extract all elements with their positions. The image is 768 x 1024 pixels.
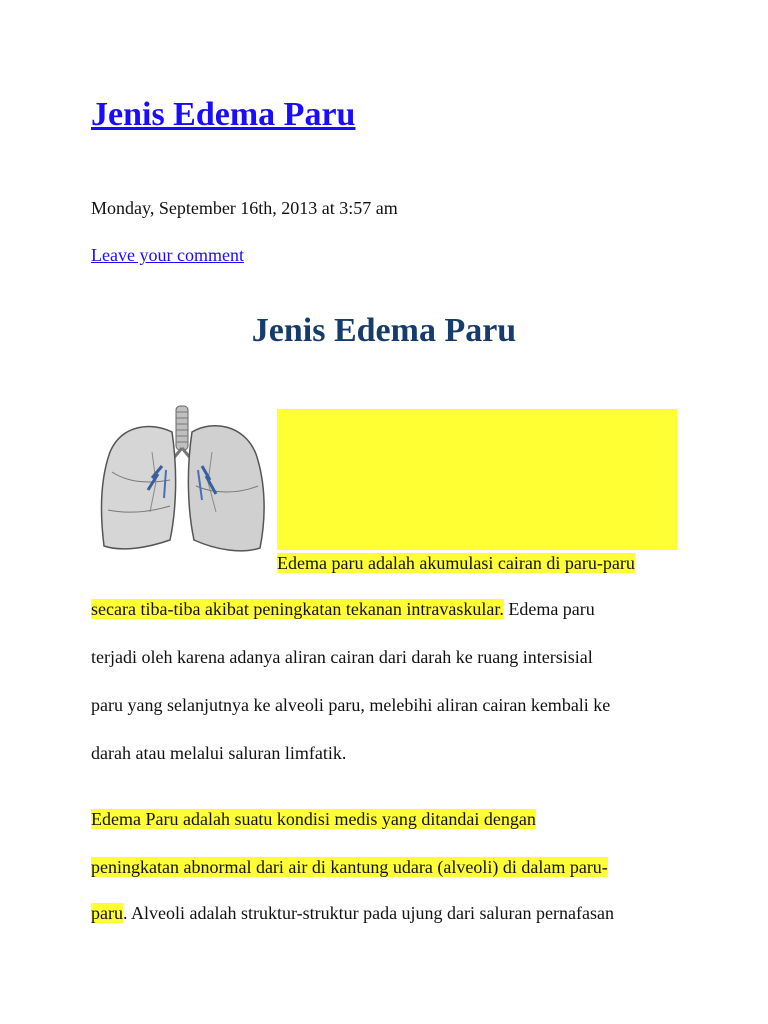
lungs-icon — [92, 402, 270, 566]
leave-comment-link[interactable]: Leave your comment — [91, 245, 244, 265]
paragraph-1-line-5: darah atau melalui saluran limfatik. — [91, 743, 347, 763]
page-title — [91, 92, 355, 138]
article-heading: Jenis Edema Paru — [251, 312, 517, 349]
paragraph-1-line-2: secara tiba-tiba akibat peningkatan tekanan intravaskular. Edema paru — [91, 599, 595, 619]
lungs-anatomy-illustration — [92, 402, 270, 566]
page-title-link[interactable]: Jenis Edema Paru — [91, 96, 356, 133]
paragraph-1-line-3: terjadi oleh karena adanya aliran cairan dari darah ke ruang intersisial — [91, 647, 593, 667]
paragraph-2-line-2: peningkatan abnormal dari air di kantung udara (alveoli) di dalam paru- — [91, 857, 608, 877]
paragraph-1-line-1: Edema paru adalah akumulasi cairan di paru-paru — [277, 553, 635, 573]
highlight-block — [277, 409, 677, 550]
paragraph-1-line-4: paru yang selanjutnya ke alveoli paru, melebihi aliran cairan kembali ke — [91, 695, 611, 715]
post-date: Monday, September 16th, 2013 at 3:57 am — [91, 198, 398, 218]
paragraph-2-line-3: paru. Alveoli adalah struktur-struktur pada ujung dari saluran pernafasan — [91, 903, 614, 923]
paragraph-2-line-1: Edema Paru adalah suatu kondisi medis yang ditandai dengan — [91, 809, 536, 829]
